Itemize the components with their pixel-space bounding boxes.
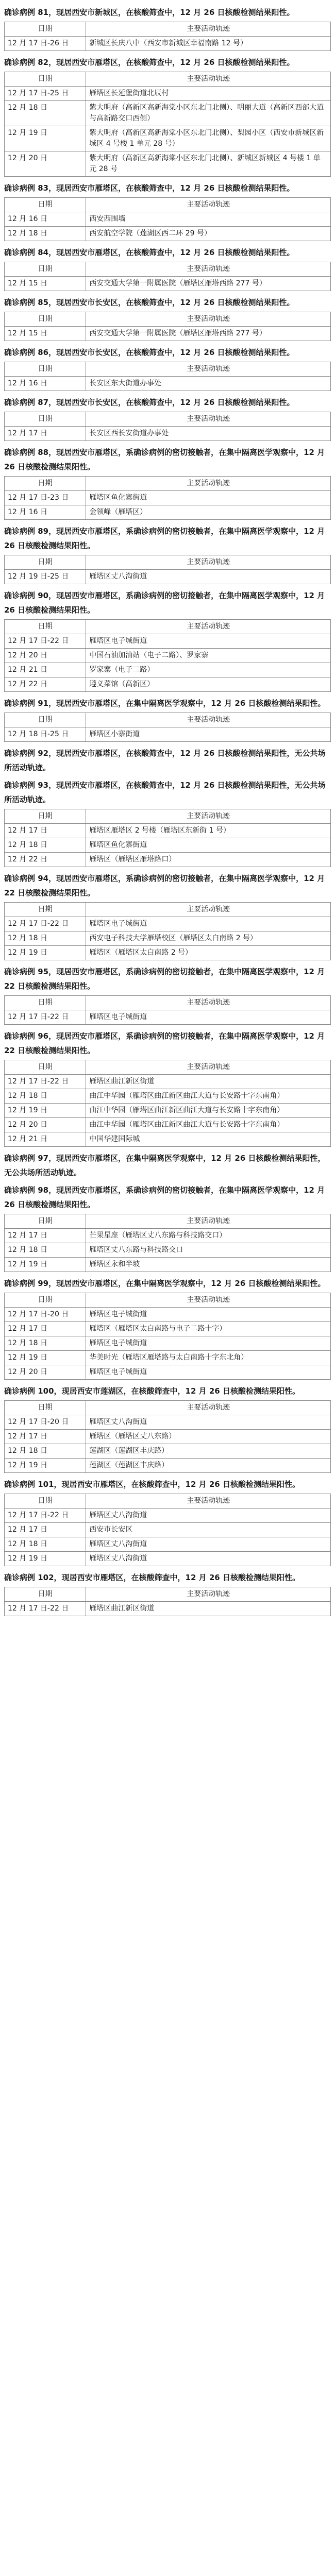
table-row: [5, 1258, 331, 1272]
case-note: 确诊病例 101，现居西安市雁塔区，在核酸筛查中，12 月 26 日核酸检测结果阳性。: [4, 1480, 300, 1489]
table-row: [5, 570, 331, 584]
case-note: 确诊病例 83，现居西安市雁塔区，在核酸筛查中，12 月 26 日核酸检测结果阳性。: [4, 183, 295, 193]
row-date: 12 月 19 日: [5, 1258, 86, 1272]
row-track: 雁塔区丈八沟街道: [86, 1415, 331, 1430]
row-date: 12 月 18 日: [5, 1336, 86, 1351]
row-date: 12 月 20 日: [5, 649, 86, 663]
track-table: [4, 1293, 331, 1380]
table-row: [5, 1132, 331, 1147]
track-table: [4, 1060, 331, 1147]
row-date: 12 月 17 日-22 日: [5, 917, 86, 931]
column-header-track: 主要活动轨迹: [86, 1401, 331, 1415]
table-row: [5, 1089, 331, 1104]
column-header-date: 日期: [5, 809, 86, 824]
table-row: [5, 1552, 331, 1566]
table-row: [5, 649, 331, 663]
table-row: [5, 853, 331, 867]
table-header-row: [5, 1494, 331, 1509]
column-header-date: 日期: [5, 620, 86, 634]
table-row: [5, 1523, 331, 1537]
table-header-row: [5, 1060, 331, 1075]
case-note: 确诊病例 92，现居西安市雁塔区，在核酸筛查中，12 月 26 日核酸检测结果阳性，无公共场所活动轨迹。: [4, 749, 326, 772]
row-date: 12 月 21 日: [5, 663, 86, 677]
table-row: [5, 277, 331, 291]
row-track: 莲湖区（莲湖区丰庆路）: [86, 1459, 331, 1473]
track-table: [4, 1400, 331, 1473]
row-date: 12 月 18 日: [5, 1089, 86, 1104]
row-track: 雁塔区雁塔区 2 号楼（雁塔区东新街 1 号）: [86, 824, 331, 838]
row-track: 莲湖区（莲湖区丰庆路）: [86, 1444, 331, 1459]
table-row: [5, 677, 331, 692]
table-row: [5, 1336, 331, 1351]
track-table: [4, 995, 331, 1025]
row-track: 中国华建国际城: [86, 1132, 331, 1147]
table-header-row: [5, 1587, 331, 1602]
column-header-track: 主要活动轨迹: [86, 198, 331, 212]
table-row: [5, 37, 331, 51]
row-track: 芒果星座（雁塔区丈八东路与科技路交口）: [86, 1229, 331, 1243]
column-header-track: 主要活动轨迹: [86, 713, 331, 727]
table-row: [5, 634, 331, 649]
column-header-date: 日期: [5, 312, 86, 327]
row-track: 新城区长庆八中（西安市新城区幸福南路 12 号）: [86, 37, 331, 51]
table-header-row: [5, 903, 331, 917]
row-track: 雁塔区（雁塔区太白南路与电子二路十字）: [86, 1322, 331, 1336]
row-track: 雁塔区丈八沟街道: [86, 1537, 331, 1552]
row-track: 雁塔区电子城街道: [86, 634, 331, 649]
row-date: 12 月 17 日: [5, 824, 86, 838]
case-note: 确诊病例 99，现居西安市雁塔区，在集中隔离医学观察中，12 月 26 日核酸检测结果阳性。: [4, 1279, 326, 1288]
case-note: 确诊病例 100，现居西安市莲湖区，在核酸筛查中，12 月 26 日核酸检测结果阳性。: [4, 1386, 300, 1396]
column-header-date: 日期: [5, 72, 86, 87]
column-header-date: 日期: [5, 1060, 86, 1075]
row-date: 12 月 17 日-22 日: [5, 1602, 86, 1616]
row-track: 雁塔区小寨街道: [86, 727, 331, 742]
table-header-row: [5, 1401, 331, 1415]
row-date: 12 月 20 日: [5, 151, 86, 177]
table-header-row: [5, 713, 331, 727]
row-track: 长安区西长安街道办事处: [86, 427, 331, 441]
track-table: [4, 713, 331, 742]
track-table: [4, 412, 331, 441]
row-track: 雁塔区（雁塔区太白南路 2 号）: [86, 946, 331, 960]
column-header-track: 主要活动轨迹: [86, 620, 331, 634]
table-row: [5, 126, 331, 151]
row-track: 金领峰（雁塔区）: [86, 505, 331, 520]
row-track: 西安交通大学第一附属医院（雁塔区雁塔西路 277 号）: [86, 277, 331, 291]
column-header-track: 主要活动轨迹: [86, 72, 331, 87]
case-note: 确诊病例 95，现居西安市雁塔区，系确诊病例的密切接触者，在集中隔离医学观察中，12 月 22 日核酸检测结果阳性。: [4, 967, 325, 991]
row-date: 12 月 16 日: [5, 505, 86, 520]
row-track: 雁塔区永和半坡: [86, 1258, 331, 1272]
table-row: [5, 1118, 331, 1132]
track-table: [4, 809, 331, 867]
row-track: 长安区东大街道办事处: [86, 377, 331, 391]
table-row: [5, 101, 331, 126]
table-header-row: [5, 996, 331, 1010]
table-row: [5, 212, 331, 227]
column-header-track: 主要活动轨迹: [86, 1494, 331, 1509]
row-date: 12 月 18 日: [5, 931, 86, 946]
row-track: 中国石油加油站（电子二路）、罗家寨: [86, 649, 331, 663]
track-table: [4, 619, 331, 692]
column-header-date: 日期: [5, 1214, 86, 1229]
column-header-date: 日期: [5, 477, 86, 491]
row-date: 12 月 17 日: [5, 1523, 86, 1537]
row-date: 12 月 22 日: [5, 853, 86, 867]
table-header-row: [5, 1214, 331, 1229]
case-note: 确诊病例 81，现居西安市新城区，在核酸筛查中，12 月 26 日核酸检测结果阳性。: [4, 8, 295, 17]
table-header-row: [5, 809, 331, 824]
row-date: 12 月 19 日: [5, 1552, 86, 1566]
column-header-track: 主要活动轨迹: [86, 22, 331, 37]
table-row: [5, 663, 331, 677]
table-row: [5, 1322, 331, 1336]
column-header-date: 日期: [5, 22, 86, 37]
table-header-row: [5, 262, 331, 277]
table-row: [5, 151, 331, 177]
row-track: 雁塔区丈八东路与科技路交口: [86, 1243, 331, 1258]
row-track: 雁塔区电子城街道: [86, 917, 331, 931]
column-header-date: 日期: [5, 362, 86, 377]
case-note: 确诊病例 90，现居西安市雁塔区，系确诊病例的密切接触者，在集中隔离医学观察中，12 月 26 日核酸检测结果阳性。: [4, 591, 325, 615]
case-note: 确诊病例 89，现居西安市雁塔区，系确诊病例的密切接触者，在集中隔离医学观察中，12 月 26 日核酸检测结果阳性。: [4, 527, 325, 550]
row-track: 华美时光（雁塔区雁塔路与太白南路十字东北角）: [86, 1351, 331, 1365]
row-date: 12 月 17 日-20 日: [5, 1308, 86, 1322]
case-note: 确诊病例 93，现居西安市雁塔区，在核酸筛查中，12 月 26 日核酸检测结果阳性，无公共场所活动轨迹。: [4, 781, 326, 804]
column-header-track: 主要活动轨迹: [86, 1293, 331, 1308]
row-date: 12 月 18 日: [5, 1243, 86, 1258]
case-note: 确诊病例 98，现居西安市雁塔区，系确诊病例的密切接触者，在集中隔离医学观察中，12 月 26 日核酸检测结果阳性。: [4, 1185, 325, 1209]
track-table: [4, 22, 331, 51]
case-note: 确诊病例 85，现居西安市长安区，在核酸筛查中，12 月 26 日核酸检测结果阳性。: [4, 298, 295, 307]
row-track: 西安交通大学第一附属医院（雁塔区雁塔西路 277 号）: [86, 327, 331, 341]
row-track: 紫大明府（高新区高新海棠小区东北门北侧）、新城区新城区 4 号楼 1 单元 28 号: [86, 151, 331, 177]
table-row: [5, 824, 331, 838]
column-header-track: 主要活动轨迹: [86, 312, 331, 327]
row-track: 雁塔区曲江新区街道: [86, 1075, 331, 1089]
column-header-date: 日期: [5, 1293, 86, 1308]
row-track: 西安电子科技大学雁塔校区（雁塔区太白南路 2 号）: [86, 931, 331, 946]
table-row: [5, 1075, 331, 1089]
row-track: 雁塔区曲江新区街道: [86, 1602, 331, 1616]
table-header-row: [5, 412, 331, 427]
row-track: 西安市长安区: [86, 1523, 331, 1537]
column-header-date: 日期: [5, 1401, 86, 1415]
row-track: 雁塔区电子城街道: [86, 1010, 331, 1025]
row-track: 雁塔区鱼化寨街道: [86, 491, 331, 505]
case-note: 确诊病例 97，现居西安市雁塔区，在集中隔离医学观察中，12 月 26 日核酸检测结果阳性，无公共场所活动轨迹。: [4, 1154, 326, 1177]
case-note: 确诊病例 82，现居西安市雁塔区，在核酸筛查中，12 月 26 日核酸检测结果阳性。: [4, 58, 295, 67]
row-date: 12 月 17 日: [5, 1430, 86, 1444]
column-header-date: 日期: [5, 262, 86, 277]
track-table: [4, 72, 331, 177]
row-date: 12 月 16 日: [5, 377, 86, 391]
column-header-date: 日期: [5, 1494, 86, 1509]
track-table: [4, 262, 331, 291]
row-date: 12 月 19 日: [5, 1459, 86, 1473]
row-date: 12 月 20 日: [5, 1365, 86, 1380]
table-row: [5, 917, 331, 931]
table-header-row: [5, 72, 331, 87]
row-date: 12 月 18 日: [5, 227, 86, 241]
track-table: [4, 362, 331, 391]
row-date: 12 月 19 日: [5, 946, 86, 960]
track-table: [4, 312, 331, 341]
track-table: [4, 476, 331, 520]
row-date: 12 月 17 日-20 日: [5, 1415, 86, 1430]
table-row: [5, 1351, 331, 1365]
table-header-row: [5, 555, 331, 570]
table-header-row: [5, 198, 331, 212]
row-track: 雁塔区长延堡街道北辰村: [86, 87, 331, 101]
row-date: 12 月 18 日: [5, 1444, 86, 1459]
table-row: [5, 377, 331, 391]
row-track: 雁塔区电子城街道: [86, 1308, 331, 1322]
case-note: 确诊病例 96，现居西安市雁塔区，系确诊病例的密切接触者，在集中隔离医学观察中，12 月 22 日核酸检测结果阳性。: [4, 1031, 325, 1055]
row-track: 雁塔区（雁塔区雁塔路口）: [86, 853, 331, 867]
row-track: 雁塔区丈八沟街道: [86, 1552, 331, 1566]
row-track: 雁塔区丈八沟街道: [86, 570, 331, 584]
row-track: 西安航空学院（莲湖区西二环 29 号）: [86, 227, 331, 241]
track-table: [4, 1214, 331, 1272]
row-date: 12 月 18 日: [5, 101, 86, 126]
row-date: 12 月 15 日: [5, 327, 86, 341]
row-date: 12 月 16 日: [5, 212, 86, 227]
column-header-track: 主要活动轨迹: [86, 996, 331, 1010]
row-track: 曲江中华园（雁塔区曲江新区曲江大道与长安路十字东南角）: [86, 1089, 331, 1104]
case-note: 确诊病例 94，现居西安市雁塔区，系确诊病例的密切接触者，在集中隔离医学观察中，12 月 22 日核酸检测结果阳性。: [4, 874, 325, 897]
row-track: 雁塔区电子城街道: [86, 1336, 331, 1351]
row-track: 西安西围墙: [86, 212, 331, 227]
row-date: 12 月 20 日: [5, 1118, 86, 1132]
case-note: 确诊病例 102，现居西安市雁塔区，在核酸筛查中，12 月 26 日核酸检测结果阳性。: [4, 1573, 300, 1582]
row-track: 雁塔区（雁塔区丈八东路）: [86, 1430, 331, 1444]
table-row: [5, 1229, 331, 1243]
row-date: 12 月 18 日-25 日: [5, 727, 86, 742]
track-table: [4, 902, 331, 960]
column-header-date: 日期: [5, 713, 86, 727]
row-date: 12 月 21 日: [5, 1132, 86, 1147]
row-track: 紫大明府（高新区高新海棠小区东北门北侧）、明丽大道（高新区西部大道与高新路交口西侧）: [86, 101, 331, 126]
column-header-date: 日期: [5, 903, 86, 917]
table-row: [5, 87, 331, 101]
table-row: [5, 227, 331, 241]
track-table: [4, 197, 331, 241]
table-row: [5, 1010, 331, 1025]
table-row: [5, 1104, 331, 1118]
row-date: 12 月 19 日: [5, 126, 86, 151]
column-header-track: 主要活动轨迹: [86, 262, 331, 277]
table-header-row: [5, 620, 331, 634]
row-track: 遵义菜馆（高新区）: [86, 677, 331, 692]
table-row: [5, 1459, 331, 1473]
row-track: 紫大明府（高新区高新海棠小区东北门北侧）、梨园小区（西安市新城区新城区 4 号楼 1 单元 28 号）: [86, 126, 331, 151]
table-row: [5, 1430, 331, 1444]
column-header-track: 主要活动轨迹: [86, 809, 331, 824]
column-header-track: 主要活动轨迹: [86, 477, 331, 491]
row-date: 12 月 18 日: [5, 1537, 86, 1552]
row-date: 12 月 19 日: [5, 1104, 86, 1118]
column-header-track: 主要活动轨迹: [86, 555, 331, 570]
table-row: [5, 1243, 331, 1258]
row-date: 12 月 19 日: [5, 1351, 86, 1365]
track-table: [4, 555, 331, 584]
row-track: 雁塔区丈八沟街道: [86, 1509, 331, 1523]
row-track: 雁塔区鱼化寨街道: [86, 838, 331, 853]
row-track: 曲江中华园（雁塔区曲江新区曲江大道与长安路十字东南角）: [86, 1118, 331, 1132]
row-date: 12 月 17 日-22 日: [5, 1010, 86, 1025]
row-date: 12 月 19 日-25 日: [5, 570, 86, 584]
table-row: [5, 931, 331, 946]
track-table: [4, 1587, 331, 1616]
table-row: [5, 1444, 331, 1459]
row-track: 罗家寨（电子二路）: [86, 663, 331, 677]
row-date: 12 月 17 日-22 日: [5, 1509, 86, 1523]
column-header-date: 日期: [5, 412, 86, 427]
row-track: 曲江中华园（雁塔区曲江新区曲江大道与长安路十字东南角）: [86, 1104, 331, 1118]
column-header-track: 主要活动轨迹: [86, 1060, 331, 1075]
case-note: 确诊病例 86，现居西安市长安区，在核酸筛查中，12 月 26 日核酸检测结果阳性。: [4, 348, 295, 357]
row-date: 12 月 17 日-23 日: [5, 491, 86, 505]
table-header-row: [5, 312, 331, 327]
row-date: 12 月 17 日: [5, 1322, 86, 1336]
column-header-date: 日期: [5, 996, 86, 1010]
case-note: 确诊病例 84，现居西安市雁塔区，在核酸筛查中，12 月 26 日核酸检测结果阳性。: [4, 248, 295, 257]
table-row: [5, 1365, 331, 1380]
row-date: 12 月 17 日-25 日: [5, 87, 86, 101]
table-header-row: [5, 362, 331, 377]
row-date: 12 月 18 日: [5, 838, 86, 853]
case-note: 确诊病例 88，现居西安市雁塔区，系确诊病例的密切接触者，在集中隔离医学观察中，12 月 26 日核酸检测结果阳性。: [4, 448, 325, 471]
table-row: [5, 1602, 331, 1616]
row-date: 12 月 17 日-22 日: [5, 1075, 86, 1089]
table-row: [5, 1308, 331, 1322]
row-date: 12 月 17 日: [5, 427, 86, 441]
table-row: [5, 727, 331, 742]
row-date: 12 月 17 日-22 日: [5, 634, 86, 649]
table-row: [5, 505, 331, 520]
table-row: [5, 946, 331, 960]
row-date: 12 月 17 日-26 日: [5, 37, 86, 51]
row-track: 雁塔区电子城街道: [86, 1365, 331, 1380]
table-row: [5, 327, 331, 341]
column-header-track: 主要活动轨迹: [86, 412, 331, 427]
table-header-row: [5, 477, 331, 491]
table-header-row: [5, 1293, 331, 1308]
column-header-track: 主要活动轨迹: [86, 903, 331, 917]
row-date: 12 月 22 日: [5, 677, 86, 692]
column-header-track: 主要活动轨迹: [86, 1214, 331, 1229]
column-header-date: 日期: [5, 198, 86, 212]
column-header-date: 日期: [5, 555, 86, 570]
table-row: [5, 491, 331, 505]
table-header-row: [5, 22, 331, 37]
table-row: [5, 1509, 331, 1523]
case-note: 确诊病例 91，现居西安市雁塔区，在集中隔离医学观察中，12 月 26 日核酸检测结果阳性。: [4, 699, 326, 708]
row-date: 12 月 15 日: [5, 277, 86, 291]
table-row: [5, 838, 331, 853]
column-header-track: 主要活动轨迹: [86, 1587, 331, 1602]
row-date: 12 月 17 日: [5, 1229, 86, 1243]
table-row: [5, 1537, 331, 1552]
case-note: 确诊病例 87，现居西安市长安区，在核酸筛查中，12 月 26 日核酸检测结果阳性。: [4, 398, 295, 407]
column-header-date: 日期: [5, 1587, 86, 1602]
table-row: [5, 427, 331, 441]
track-table: [4, 1494, 331, 1566]
column-header-track: 主要活动轨迹: [86, 362, 331, 377]
table-row: [5, 1415, 331, 1430]
